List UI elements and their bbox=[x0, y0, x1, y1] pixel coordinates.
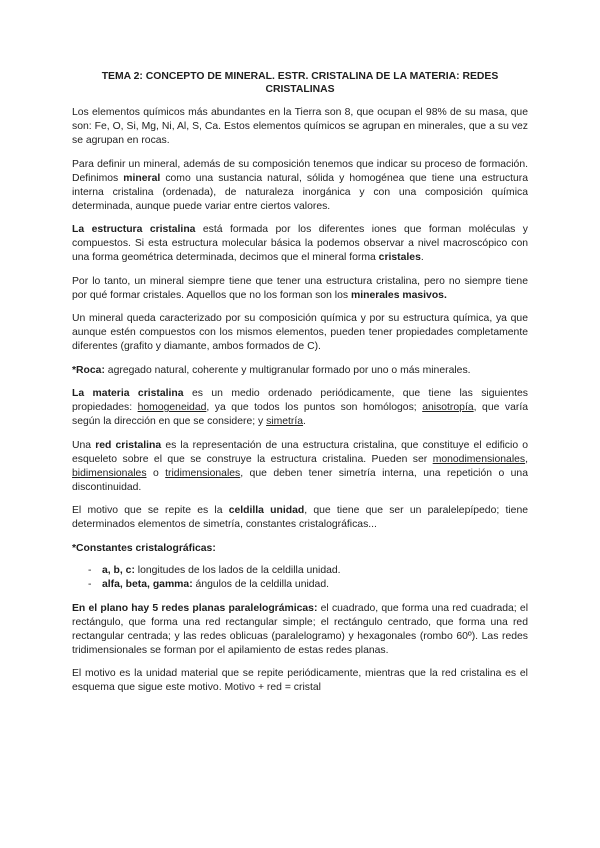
paragraph-crystalline-matter bbox=[72, 387, 528, 429]
text: , ya que todos los puntos son homólogos; bbox=[206, 402, 423, 413]
text: Una bbox=[72, 439, 96, 451]
term-simetria: simetría bbox=[266, 416, 304, 427]
term-celdilla-unidad: celdilla unidad bbox=[228, 505, 305, 516]
paragraph-roca bbox=[72, 364, 528, 378]
paragraph-motif: El motivo es la unidad material que se repite periódicamente, mientras que la red cristalina es el esquema que sigue este motivo. Motivo + red = cristal bbox=[72, 668, 528, 693]
constants-list bbox=[72, 564, 528, 592]
paragraph-massive-minerals bbox=[72, 275, 528, 303]
text: es un medio ordenado periódicamente, que tiene las siguientes propiedades: bbox=[72, 388, 528, 413]
list-item bbox=[72, 578, 528, 592]
term-homogeneidad: homogeneidad bbox=[137, 402, 207, 413]
term-materia-cristalina: La materia cristalina bbox=[72, 388, 184, 399]
text: , que tiene que ser un paralelepípedo; tiene determinados elementos de simetría, constantes cristalográficas... bbox=[72, 505, 528, 530]
paragraph-unit-cell bbox=[72, 504, 528, 532]
paragraph-mineral-definition bbox=[72, 158, 528, 214]
term: a, b, c: bbox=[102, 564, 135, 576]
paragraph-characterization: Un mineral queda caracterizado por su composición química y por su estructura química, ya que aunque estén compuestos con los mismos elementos, pueden tener propiedades completamente diferentes (grafito y diamante, ambos formados de C). bbox=[72, 313, 528, 352]
term-mineral: mineral bbox=[123, 172, 161, 184]
document-title: TEMA 2: CONCEPTO DE MINERAL. ESTR. CRISTALINA DE LA MATERIA: REDES CRISTALINAS bbox=[101, 71, 499, 95]
term-cristales: cristales bbox=[378, 252, 421, 263]
text: agregado natural, coherente y multigranular formado por uno o más minerales. bbox=[104, 364, 471, 376]
text: , que deben tener simetría interna, una repetición o una discontinuidad. bbox=[72, 467, 528, 493]
constants-heading: *Constantes cristalográficas: bbox=[72, 542, 216, 554]
term: alfa, beta, gamma: bbox=[102, 578, 193, 590]
text: Por lo tanto, un mineral siempre tiene que tener una estructura cristalina, pero no siempre tiene por qué formar cristales. Aquellos que no los forman son los bbox=[72, 275, 528, 301]
text: es la representación de una estructura cristalina, que constituye el edificio o esqueleto sobre el que se construye la estructura cristalina. Pueden ser bbox=[72, 439, 529, 465]
paragraph-crystal-structure bbox=[72, 223, 528, 265]
term-red-cristalina: red cristalina bbox=[95, 439, 162, 451]
text: , bbox=[525, 453, 528, 465]
text: , que varía según la dirección en que se considere; y bbox=[72, 402, 529, 427]
term-estructura-cristalina: La estructura cristalina bbox=[72, 224, 196, 235]
bullet: - bbox=[88, 578, 92, 590]
text: . bbox=[303, 416, 306, 427]
term-anisotropia: anisotropía bbox=[422, 402, 474, 413]
paragraph-elements: Los elementos químicos más abundantes en la Tierra son 8, que ocupan el 98% de su masa, que son: Fe, O, Si, Mg, Ni, Al, S, Ca. Estos elementos químicos se agrupan en minerales, que a su vez se agrupan en rocas. bbox=[72, 107, 528, 146]
term-minerales-masivos: minerales masivos. bbox=[350, 289, 447, 301]
text: o bbox=[146, 467, 166, 479]
term-bidimensionales: bidimensionales bbox=[72, 467, 147, 479]
text: Para definir un mineral, además de su composición tenemos que indicar su proceso de formación. Definimos bbox=[72, 158, 528, 184]
paragraph-crystal-lattice bbox=[72, 439, 528, 495]
text: longitudes de los lados de la celdilla unidad. bbox=[134, 564, 341, 576]
text: como una sustancia natural, sólida y homogénea que tiene una estructura interna cristalina (ordenada), de naturaleza inorgánica y con una composición química determinada, aunque puede variar entre ciertos valores. bbox=[72, 172, 528, 212]
text: El motivo que se repite es la bbox=[72, 505, 229, 516]
text: el cuadrado, que forma una red cuadrada; el rectángulo, que forma una red rectangular simple; el rectángulo centrado, que forma una red rectangular centrada; y las redes oblicuas (paralelogramo) y hexagonales (rombo 60º). Las redes tridimensionales se forman por el apilamiento de estas redes planas. bbox=[72, 602, 528, 656]
term-roca: *Roca: bbox=[72, 364, 105, 376]
text: . bbox=[420, 252, 424, 263]
text: ángulos de la celdilla unidad. bbox=[192, 578, 330, 590]
term-redes-planas: En el plano hay 5 redes planas paralelográmicas: bbox=[72, 602, 318, 614]
paragraph-planar-lattices bbox=[72, 602, 528, 658]
text: está formada por los diferentes iones que forman moléculas y compuestos. Si esta estructura molecular básica la podemos observar a nivel macroscópico con una forma geométrica determinada, decimos que el mineral forma bbox=[72, 224, 529, 263]
bullet: - bbox=[88, 564, 92, 576]
term-tridimensionales: tridimensionales bbox=[165, 467, 241, 479]
list-item bbox=[72, 564, 528, 578]
term-monodimensionales: monodimensionales bbox=[432, 453, 526, 465]
